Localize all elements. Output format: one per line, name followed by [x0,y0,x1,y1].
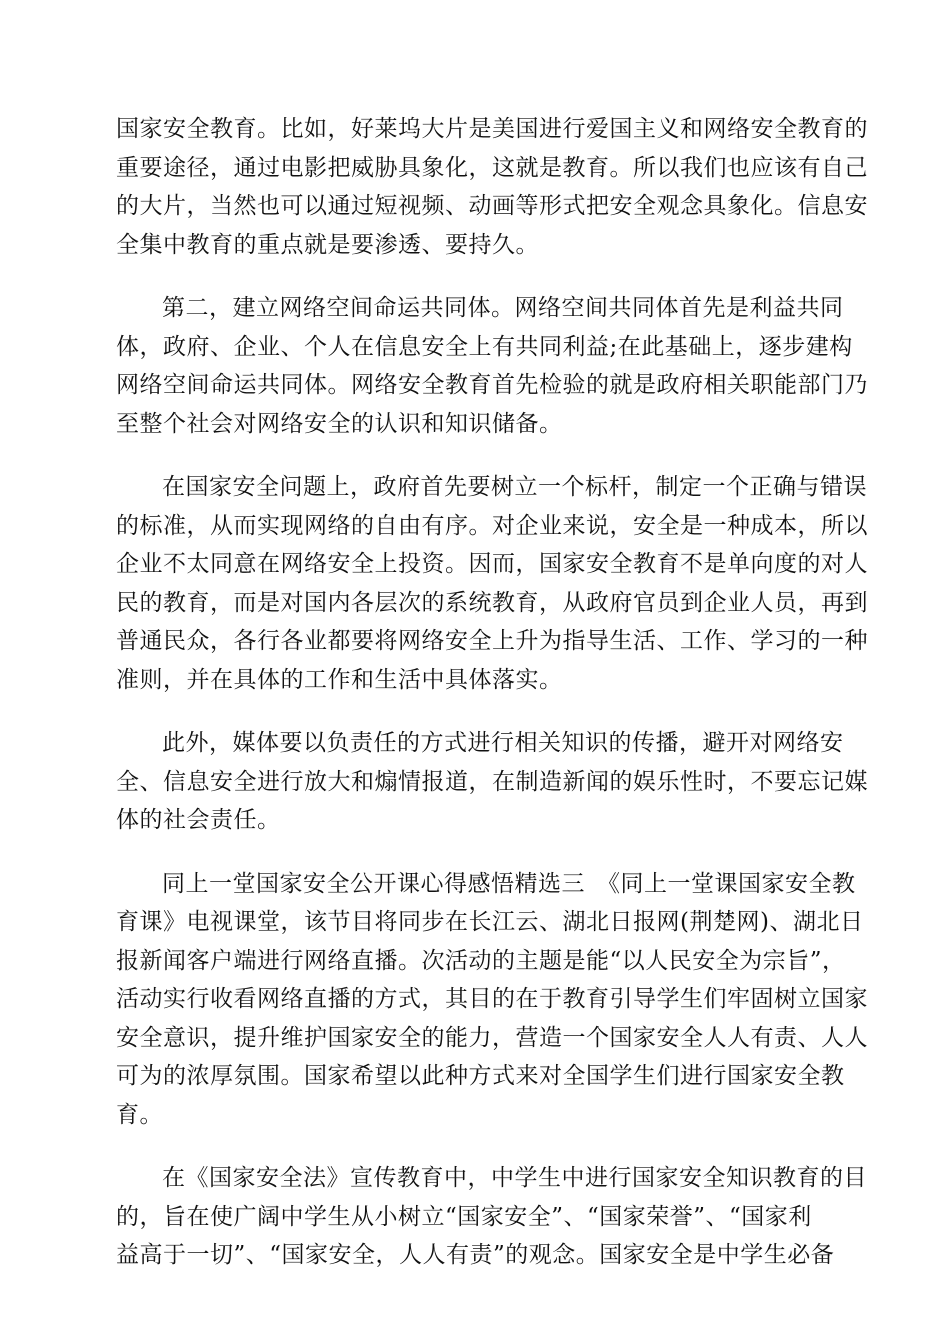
text-line: 的，旨在使广阔中学生从小树立“国家安全”、“国家荣誉”、“国家利 [116,1203,812,1230]
text-line: 在《国家安全法》宣传教育中，中学生中进行国家安全知识教育的目 [162,1165,867,1191]
text-line: 全集中教育的重点就是要渗透、要持久。 [116,231,539,258]
text-line: 在国家安全问题上，政府首先要树立一个标杆，制定一个正确与错误 [162,474,867,500]
text-line: 普通民众，各行各业都要将网络安全上升为指导生活、工作、学习的一种 [116,628,868,654]
text-line: 体的社会责任。 [116,807,281,833]
text-line: 可为的浓厚氛围。国家希望以此种方式来对全国学生们进行国家安全教 [116,1063,845,1089]
text-line: 体，政府、企业、个人在信息安全上有共同利益;在此基础上，逐步建构 [116,333,853,360]
paragraph-1 [116,110,868,264]
text-line: 同上一堂国家安全公开课心得感悟精选三 《同上一堂课国家安全教 [162,870,856,897]
paragraph-5 [116,865,868,1135]
paragraph-2 [116,289,868,443]
text-line: 国家安全教育。比如，好莱坞大片是美国进行爱国主义和网络安全教育的 [116,116,868,142]
document-body [116,110,868,1300]
text-line: 重要途径，通过电影把威胁具象化，这就是教育。所以我们也应该有自己 [116,154,868,181]
text-line: 益高于一切”、“国家安全，人人有责”的观念。国家安全是中学生必备 [116,1242,835,1268]
text-line: 第二，建立网络空间命运共同体。网络空间共同体首先是利益共同 [162,295,844,321]
text-line: 网络空间命运共同体。网络安全教育首先检验的就是政府相关职能部门乃 [116,372,868,398]
text-line: 的大片，当然也可以通过短视频、动画等形式把安全观念具象化。信息安 [116,193,868,219]
text-line: 育。 [116,1101,163,1128]
paragraph-6 [116,1159,867,1275]
paragraph-3 [116,468,868,699]
text-line: 准则，并在具体的工作和生活中具体落实。 [116,666,563,693]
text-line: 民的教育，而是对国内各层次的系统教育，从政府官员到企业人员，再到 [116,589,868,616]
text-line: 全、信息安全进行放大和煽情报道，在制造新闻的娱乐性时，不要忘记媒 [116,768,868,795]
text-line: 此外，媒体要以负责任的方式进行相关知识的传播，避开对网络安 [162,730,844,756]
text-line: 活动实行收看网络直播的方式，其目的在于教育引导学生们牢固树立国家 [116,986,868,1012]
text-line: 企业不太同意在网络安全上投资。因而，国家安全教育不是单向度的对人 [116,551,868,577]
text-line: 育课》电视课堂，该节目将同步在长江云、湖北日报网(荆楚网)、湖北日 [116,909,864,935]
text-line: 至整个社会对网络安全的认识和知识储备。 [116,410,563,437]
text-line: 安全意识，提升维护国家安全的能力，营造一个国家安全人人有责、人人 [116,1024,868,1051]
text-line: 报新闻客户端进行网络直播。次活动的主题是能“以人民安全为宗旨”， [116,947,846,974]
paragraph-4 [116,724,868,840]
text-line: 的标准，从而实现网络的自由有序。对企业来说，安全是一种成本，所以 [116,512,868,539]
